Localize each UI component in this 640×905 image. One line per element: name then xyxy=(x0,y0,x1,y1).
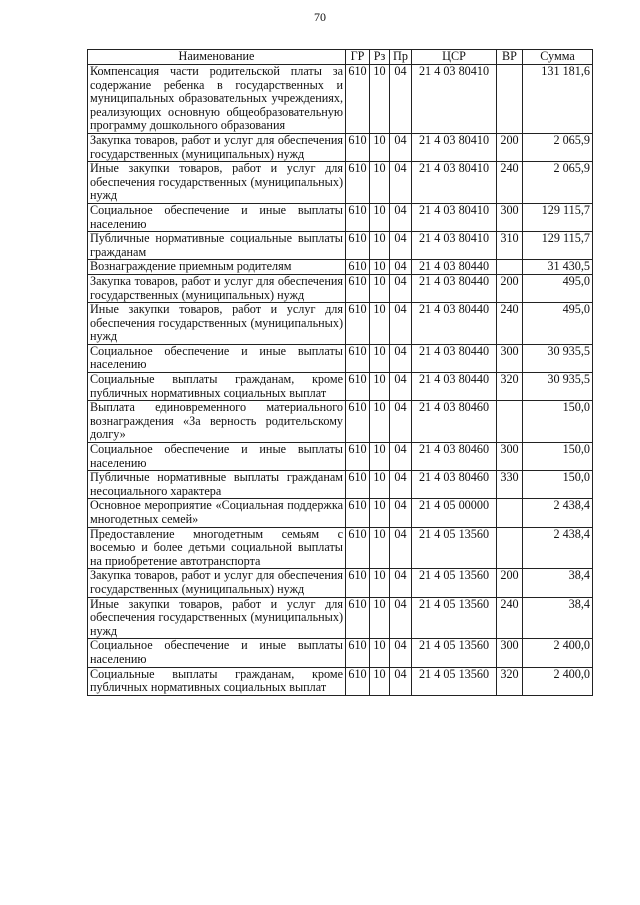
cell-name: Компенсация части родительской платы за содержание ребенка в государственных и муниципальных образовательных учреждениях, реализующих основную общеобразовательную программу дошкольного образования xyxy=(88,65,346,134)
cell-sum: 30 935,5 xyxy=(523,373,593,401)
cell-sum: 2 438,4 xyxy=(523,527,593,569)
cell-rz: 10 xyxy=(370,639,390,667)
cell-pr: 04 xyxy=(390,65,412,134)
cell-gr: 610 xyxy=(346,232,370,260)
cell-pr: 04 xyxy=(390,499,412,527)
cell-vr xyxy=(497,260,523,275)
cell-vr: 200 xyxy=(497,569,523,597)
table-row xyxy=(88,401,593,443)
cell-pr: 04 xyxy=(390,639,412,667)
cell-name: Основное мероприятие «Социальная поддержка многодетных семей» xyxy=(88,499,346,527)
cell-pr: 04 xyxy=(390,303,412,345)
cell-pr: 04 xyxy=(390,443,412,471)
cell-vr: 330 xyxy=(497,471,523,499)
cell-name: Социальное обеспечение и иные выплаты населению xyxy=(88,443,346,471)
cell-name: Публичные нормативные социальные выплаты гражданам xyxy=(88,232,346,260)
cell-name: Социальное обеспечение и иные выплаты населению xyxy=(88,639,346,667)
cell-rz: 10 xyxy=(370,373,390,401)
cell-name: Социальные выплаты гражданам, кроме публичных нормативных социальных выплат xyxy=(88,373,346,401)
cell-vr: 200 xyxy=(497,133,523,161)
cell-sum: 2 400,0 xyxy=(523,667,593,695)
cell-csr: 21 4 03 80440 xyxy=(412,344,497,372)
cell-gr: 610 xyxy=(346,471,370,499)
cell-rz: 10 xyxy=(370,133,390,161)
cell-csr: 21 4 03 80410 xyxy=(412,203,497,231)
page-number: 70 xyxy=(314,10,326,24)
header-csr: ЦСР xyxy=(412,50,497,65)
cell-pr: 04 xyxy=(390,527,412,569)
cell-rz: 10 xyxy=(370,203,390,231)
cell-gr: 610 xyxy=(346,133,370,161)
cell-name: Иные закупки товаров, работ и услуг для обеспечения государственных (муниципальных) нужд xyxy=(88,162,346,204)
cell-sum: 38,4 xyxy=(523,597,593,639)
cell-sum: 495,0 xyxy=(523,303,593,345)
cell-gr: 610 xyxy=(346,303,370,345)
cell-pr: 04 xyxy=(390,203,412,231)
cell-csr: 21 4 03 80440 xyxy=(412,274,497,302)
cell-sum: 129 115,7 xyxy=(523,232,593,260)
table-row xyxy=(88,569,593,597)
cell-vr xyxy=(497,527,523,569)
cell-pr: 04 xyxy=(390,373,412,401)
table-row xyxy=(88,597,593,639)
cell-vr: 240 xyxy=(497,162,523,204)
table-row xyxy=(88,667,593,695)
header-rz: Рз xyxy=(370,50,390,65)
cell-rz: 10 xyxy=(370,401,390,443)
table-row xyxy=(88,162,593,204)
cell-vr: 320 xyxy=(497,373,523,401)
cell-gr: 610 xyxy=(346,162,370,204)
cell-csr: 21 4 05 00000 xyxy=(412,499,497,527)
cell-vr: 300 xyxy=(497,203,523,231)
cell-sum: 129 115,7 xyxy=(523,203,593,231)
header-gr: ГР xyxy=(346,50,370,65)
cell-rz: 10 xyxy=(370,443,390,471)
cell-vr: 300 xyxy=(497,344,523,372)
budget-table xyxy=(87,49,593,696)
cell-gr: 610 xyxy=(346,401,370,443)
cell-name: Вознаграждение приемным родителям xyxy=(88,260,346,275)
cell-vr: 300 xyxy=(497,639,523,667)
cell-rz: 10 xyxy=(370,667,390,695)
cell-rz: 10 xyxy=(370,597,390,639)
cell-name: Иные закупки товаров, работ и услуг для обеспечения государственных (муниципальных) нужд xyxy=(88,303,346,345)
cell-vr: 320 xyxy=(497,667,523,695)
table-row xyxy=(88,443,593,471)
cell-gr: 610 xyxy=(346,443,370,471)
cell-sum: 150,0 xyxy=(523,443,593,471)
cell-csr: 21 4 03 80440 xyxy=(412,373,497,401)
cell-vr xyxy=(497,65,523,134)
cell-csr: 21 4 03 80410 xyxy=(412,65,497,134)
cell-pr: 04 xyxy=(390,232,412,260)
cell-gr: 610 xyxy=(346,203,370,231)
cell-sum: 2 065,9 xyxy=(523,162,593,204)
cell-name: Закупка товаров, работ и услуг для обеспечения государственных (муниципальных) нужд xyxy=(88,274,346,302)
cell-rz: 10 xyxy=(370,471,390,499)
cell-gr: 610 xyxy=(346,65,370,134)
cell-pr: 04 xyxy=(390,162,412,204)
cell-pr: 04 xyxy=(390,274,412,302)
header-sum: Сумма xyxy=(523,50,593,65)
cell-rz: 10 xyxy=(370,260,390,275)
cell-csr: 21 4 05 13560 xyxy=(412,639,497,667)
cell-name: Иные закупки товаров, работ и услуг для обеспечения государственных (муниципальных) нужд xyxy=(88,597,346,639)
cell-gr: 610 xyxy=(346,527,370,569)
cell-name: Закупка товаров, работ и услуг для обеспечения государственных (муниципальных) нужд xyxy=(88,133,346,161)
cell-csr: 21 4 03 80460 xyxy=(412,471,497,499)
cell-csr: 21 4 03 80440 xyxy=(412,260,497,275)
cell-name: Выплата единовременного материального вознаграждения «За верность родительскому долгу» xyxy=(88,401,346,443)
cell-csr: 21 4 03 80440 xyxy=(412,303,497,345)
cell-rz: 10 xyxy=(370,303,390,345)
cell-csr: 21 4 03 80460 xyxy=(412,443,497,471)
cell-csr: 21 4 05 13560 xyxy=(412,597,497,639)
header-pr: Пр xyxy=(390,50,412,65)
cell-sum: 2 400,0 xyxy=(523,639,593,667)
cell-name: Закупка товаров, работ и услуг для обеспечения государственных (муниципальных) нужд xyxy=(88,569,346,597)
table-row xyxy=(88,499,593,527)
table-row xyxy=(88,303,593,345)
cell-csr: 21 4 05 13560 xyxy=(412,527,497,569)
cell-vr xyxy=(497,401,523,443)
cell-gr: 610 xyxy=(346,597,370,639)
header-row xyxy=(88,50,593,65)
cell-rz: 10 xyxy=(370,527,390,569)
cell-gr: 610 xyxy=(346,569,370,597)
cell-pr: 04 xyxy=(390,597,412,639)
cell-gr: 610 xyxy=(346,274,370,302)
table-row xyxy=(88,232,593,260)
cell-vr: 240 xyxy=(497,597,523,639)
table-row xyxy=(88,344,593,372)
cell-sum: 31 430,5 xyxy=(523,260,593,275)
cell-gr: 610 xyxy=(346,344,370,372)
cell-pr: 04 xyxy=(390,569,412,597)
cell-csr: 21 4 03 80410 xyxy=(412,133,497,161)
table-body xyxy=(88,65,593,696)
cell-rz: 10 xyxy=(370,162,390,204)
cell-gr: 610 xyxy=(346,639,370,667)
cell-pr: 04 xyxy=(390,344,412,372)
cell-vr: 300 xyxy=(497,443,523,471)
table-row xyxy=(88,373,593,401)
cell-rz: 10 xyxy=(370,499,390,527)
cell-vr: 240 xyxy=(497,303,523,345)
cell-name: Предоставление многодетным семьям с восемью и более детьми социальной выплаты на приобретение автотранспорта xyxy=(88,527,346,569)
cell-csr: 21 4 03 80410 xyxy=(412,232,497,260)
cell-sum: 2 438,4 xyxy=(523,499,593,527)
table-row xyxy=(88,274,593,302)
cell-pr: 04 xyxy=(390,133,412,161)
cell-name: Социальное обеспечение и иные выплаты населению xyxy=(88,344,346,372)
table-row xyxy=(88,471,593,499)
table-row xyxy=(88,527,593,569)
cell-sum: 150,0 xyxy=(523,401,593,443)
cell-csr: 21 4 05 13560 xyxy=(412,569,497,597)
cell-name: Социальное обеспечение и иные выплаты населению xyxy=(88,203,346,231)
cell-rz: 10 xyxy=(370,274,390,302)
cell-sum: 38,4 xyxy=(523,569,593,597)
cell-rz: 10 xyxy=(370,232,390,260)
cell-pr: 04 xyxy=(390,667,412,695)
cell-gr: 610 xyxy=(346,260,370,275)
cell-name: Публичные нормативные выплаты гражданам несоциального характера xyxy=(88,471,346,499)
cell-rz: 10 xyxy=(370,569,390,597)
cell-csr: 21 4 03 80410 xyxy=(412,162,497,204)
cell-pr: 04 xyxy=(390,471,412,499)
cell-vr: 200 xyxy=(497,274,523,302)
cell-sum: 495,0 xyxy=(523,274,593,302)
cell-pr: 04 xyxy=(390,401,412,443)
table-row xyxy=(88,65,593,134)
header-vr: ВР xyxy=(497,50,523,65)
table-row xyxy=(88,639,593,667)
cell-vr: 310 xyxy=(497,232,523,260)
cell-sum: 30 935,5 xyxy=(523,344,593,372)
cell-name: Социальные выплаты гражданам, кроме публичных нормативных социальных выплат xyxy=(88,667,346,695)
cell-csr: 21 4 05 13560 xyxy=(412,667,497,695)
cell-rz: 10 xyxy=(370,344,390,372)
cell-gr: 610 xyxy=(346,499,370,527)
cell-vr xyxy=(497,499,523,527)
cell-gr: 610 xyxy=(346,667,370,695)
table-row xyxy=(88,203,593,231)
header-name: Наименование xyxy=(88,50,346,65)
cell-sum: 2 065,9 xyxy=(523,133,593,161)
table-row xyxy=(88,260,593,275)
cell-rz: 10 xyxy=(370,65,390,134)
cell-sum: 131 181,6 xyxy=(523,65,593,134)
cell-csr: 21 4 03 80460 xyxy=(412,401,497,443)
table-row xyxy=(88,133,593,161)
cell-pr: 04 xyxy=(390,260,412,275)
cell-sum: 150,0 xyxy=(523,471,593,499)
cell-gr: 610 xyxy=(346,373,370,401)
